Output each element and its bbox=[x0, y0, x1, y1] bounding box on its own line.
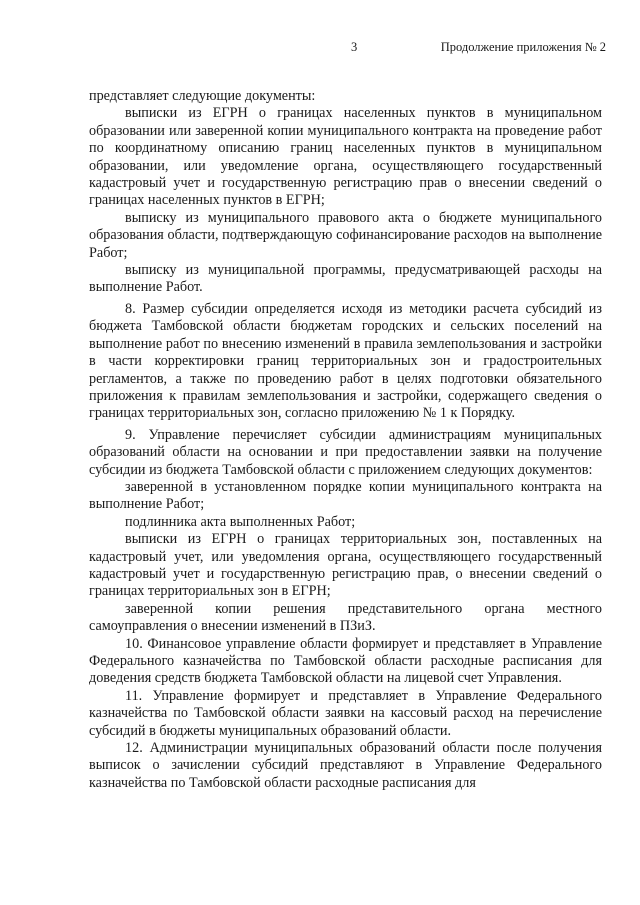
paragraph-program-extract: выписку из муниципальной программы, предусматривающей расходы на выполнение Работ. bbox=[89, 262, 602, 296]
paragraph-decision-copy: заверенной копии решения представительного органа местного самоуправления о внесении изменений в ПЗиЗ. bbox=[89, 600, 602, 635]
paragraph-egrn-settlements: выписки из ЕГРН о границах населенных пунктов в муниципальном образовании или заверенной копии муниципального контракта на проведение работ по координатному описанию границ населенных пунктов в муниципальном образовании, или уведомление органа, осуществляющего государственный кадастровый учет и государственную регистрацию прав о внесении сведений о границах населенных пунктов в ЕГРН; bbox=[89, 105, 602, 209]
paragraph-budget-extract: выписку из муниципального правового акта о бюджете муниципального образования области, подтверждающую софинансирование расходов на выполнение Работ; bbox=[89, 209, 602, 261]
paragraph-item-12: 12. Администрации муниципальных образований области после получения выписок о зачислении субсидий представляют в Управление Федерального казначейства по Тамбовской области расходные расписания для bbox=[89, 740, 602, 791]
paragraph-works-act: подлинника акта выполненных Работ; bbox=[125, 513, 356, 530]
paragraph-egrn-zones: выписки из ЕГРН о границах территориальных зон, поставленных на кадастровый учет, или уведомления органа, осуществляющего государственный кадастровый учет и государственную регистрацию прав, о внесении сведений о границах территориальных зон в ЕГРН; bbox=[89, 531, 602, 600]
document-body bbox=[89, 88, 602, 792]
paragraph-contract-copy: заверенной в установленном порядке копии муниципального контракта на выполнение Работ; bbox=[89, 478, 602, 513]
paragraph-item-10: 10. Финансовое управление области формирует и представляет в Управление Федерального казначейства по Тамбовской области расходные расписания для доведения средств бюджета Тамбовской области на лицевой счет Управления. bbox=[89, 635, 602, 687]
page-header bbox=[0, 40, 640, 60]
paragraph-intro: представляет следующие документы: bbox=[89, 88, 316, 104]
page-number: 3 bbox=[351, 40, 358, 54]
paragraph-item-8: 8. Размер субсидии определяется исходя из методики расчета субсидий из бюджета Тамбовской области бюджетам городских и сельских поселений на выполнение работ по внесению изменений в правила землепользования и застройки в части корректировки границ территориальных зон и градостроительных регламентов, а также по проведению работ в целях подготовки обязательного приложения к правилам землепользования и застройки, содержащего сведения о границах территориальных зон, согласно приложению № 1 к Порядку. bbox=[89, 300, 602, 422]
paragraph-item-11: 11. Управление формирует и представляет в Управление Федерального казначейства по Тамбовской области заявки на кассовый расход на перечисление субсидий в бюджеты муниципальных образований области. bbox=[89, 687, 602, 739]
appendix-continuation-label: Продолжение приложения № 2 bbox=[440, 40, 606, 54]
paragraph-item-9: 9. Управление перечисляет субсидии администрациям муниципальных образований области на основании и при предоставлении заявки на получение субсидии из бюджета Тамбовской области с приложением следующих документов: bbox=[89, 426, 602, 478]
